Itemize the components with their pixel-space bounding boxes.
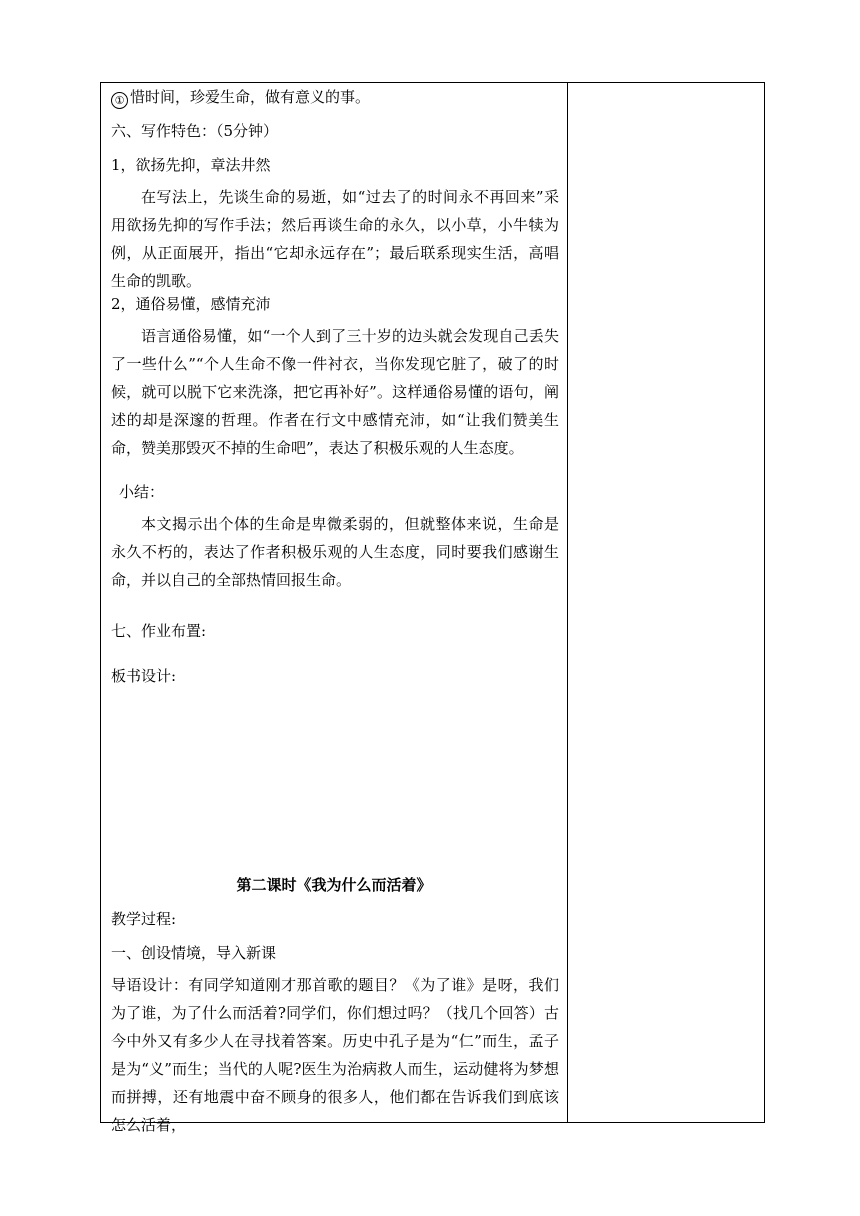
section-6-heading: 六、写作特色：（5分钟） [111, 122, 279, 140]
summary-paragraph: 本文揭示出个体的生命是卑微柔弱的，但就整体来说，生命是永久不朽的，表达了作者积极乐观的人生态度，同时要我们感谢生命，并以自己的全部热情回报生命。 [111, 515, 559, 589]
reflection-line [111, 88, 370, 109]
section-6-paragraph-1: 在写法上，先谈生命的易逝，如“过去了的时间永不再回来”采用欲扬先抑的写作手法；然后再谈生命的永久，以小草，小牛犊为例，从正面展开，指出“它却永远存在”；最后联系现实生活，高唱生命的凯歌。 [111, 188, 559, 290]
step-1-paragraph: 导语设计：有同学知道刚才那首歌的题目？《为了谁》是呀，我们为了谁，为了什么而活着?同学们，你们想过吗？（找几个回答）古今中外又有多少人在寻找着答案。历史中孔子是为“仁”而生，孟子是为“义”而生；当代的人呢?医生为治病救人而生，运动健将为梦想而拼搏，还有地震中奋不顾身的很多人，他们都在告诉我们到底该怎么活着， [111, 976, 559, 1134]
section-6-point-2: 2，通俗易懂，感情充沛 [111, 295, 271, 313]
section-6-point-1: 1，欲扬先抑，章法井然 [111, 156, 271, 174]
main-content-cell [101, 83, 567, 1134]
section-6-paragraph-2: 语言通俗易懂，如“一个人到了三十岁的边头就会发现自己丢失了一些什么”“个人生命不像一件衬衣，当你发现它脏了，破了的时候，就可以脱下它来洗涤，把它再补好”。这样通俗易懂的语句，阐述的却是深邃的哲理。作者在行文中感情充沛，如“让我们赞美生命，赞美那毁灭不掉的生命吧”，表达了积极乐观的人生态度。 [111, 327, 559, 457]
lesson-2-title: 第二课时《我为什么而活着》 [236, 876, 432, 894]
circled-number-1: ① [111, 92, 128, 109]
board-design-heading: 板书设计: [111, 667, 177, 685]
step-1-heading: 一、创设情境，导入新课 [111, 944, 277, 962]
lesson-plan-table [100, 82, 765, 1134]
section-7-heading: 七、作业布置: [111, 622, 207, 640]
column-divider [567, 83, 568, 1122]
reflection-text: 惜时间，珍爱生命，做有意义的事。 [130, 88, 371, 106]
teaching-process-heading: 教学过程: [111, 910, 177, 928]
summary-heading: 小结： [119, 483, 165, 501]
